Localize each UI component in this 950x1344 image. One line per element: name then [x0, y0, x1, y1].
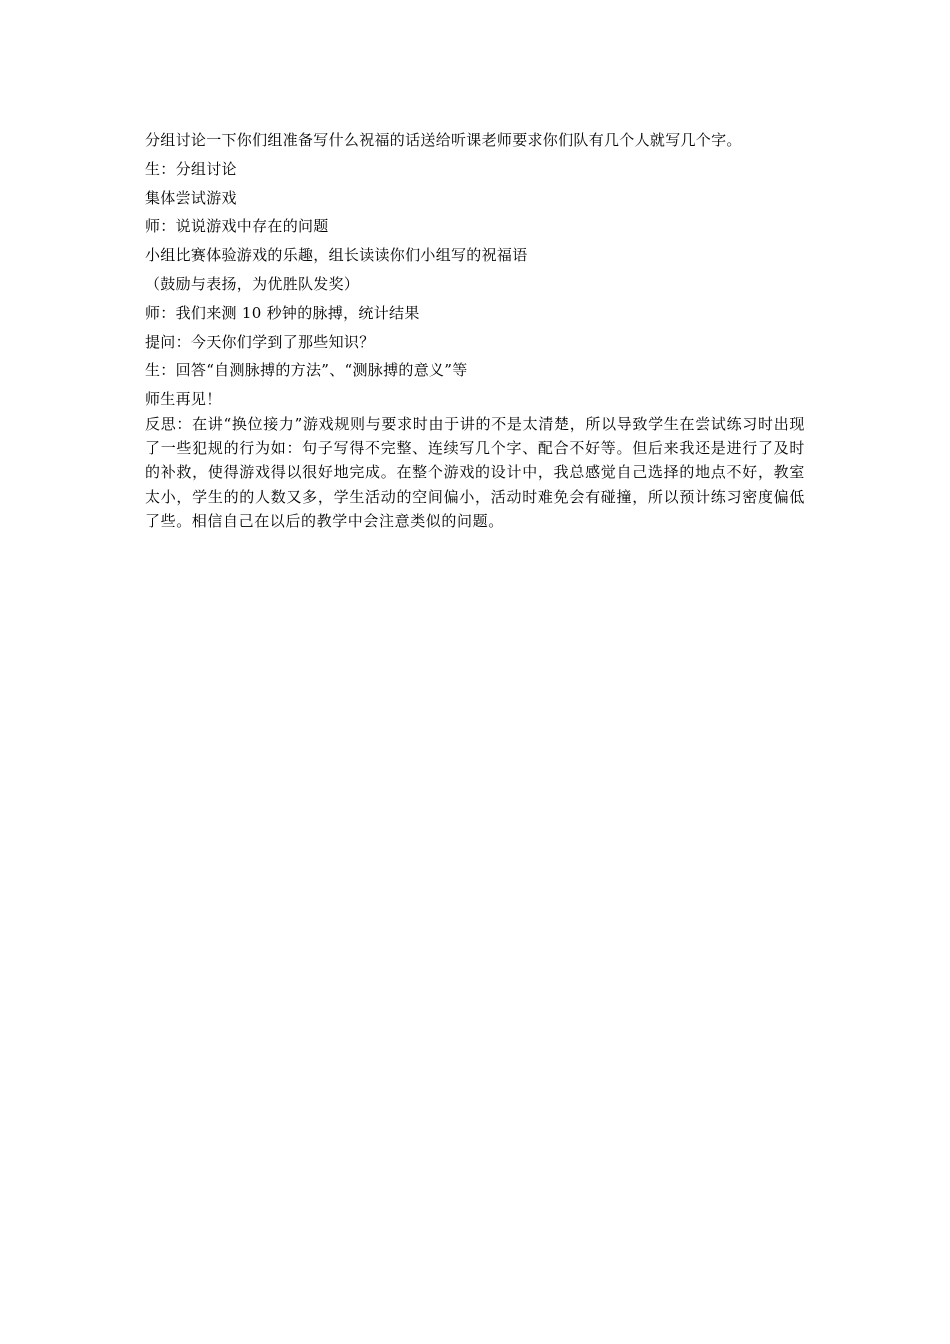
text-line: 分组讨论一下你们组准备写什么祝福的话送给听课老师要求你们队有几个人就写几个字。 — [145, 131, 742, 149]
text-line: 师：说说游戏中存在的问题 — [145, 217, 329, 236]
text-line: 生：回答“自测脉搏的方法”、“测脉搏的意义”等 — [145, 361, 468, 380]
text-line: （鼓励与表扬，为优胜队发奖） — [145, 274, 360, 293]
reflection-paragraph: 反思：在讲“换位接力”游戏规则与要求时由于讲的不是太清楚，所以导致学生在尝试练习时出现了一些犯规的行为如：句子写得不完整、连续写几个字、配合不好等。但后来我还是进行了及时的补救，使得游戏得以很好地完成。在整个游戏的设计中，我总感觉自己选择的地点不好，教室太小，学生的的人数又多，学生活动的空间偏小，活动时难免会有碰撞，所以预计练习密度偏低了些。相信自己在以后的教学中会注意类似的问题。 — [145, 414, 805, 530]
text-line: 生：分组讨论 — [145, 159, 237, 178]
text-line: 小组比赛体验游戏的乐趣，组长读读你们小组写的祝福语 — [145, 246, 528, 265]
text-line: 师生再见！ — [145, 390, 222, 409]
document-body — [145, 126, 805, 533]
text-line: 提问：今天你们学到了那些知识？ — [145, 332, 375, 351]
text-line: 集体尝试游戏 — [145, 188, 237, 207]
text-line: 师：我们来测 10 秒钟的脉搏，统计结果 — [145, 303, 420, 322]
